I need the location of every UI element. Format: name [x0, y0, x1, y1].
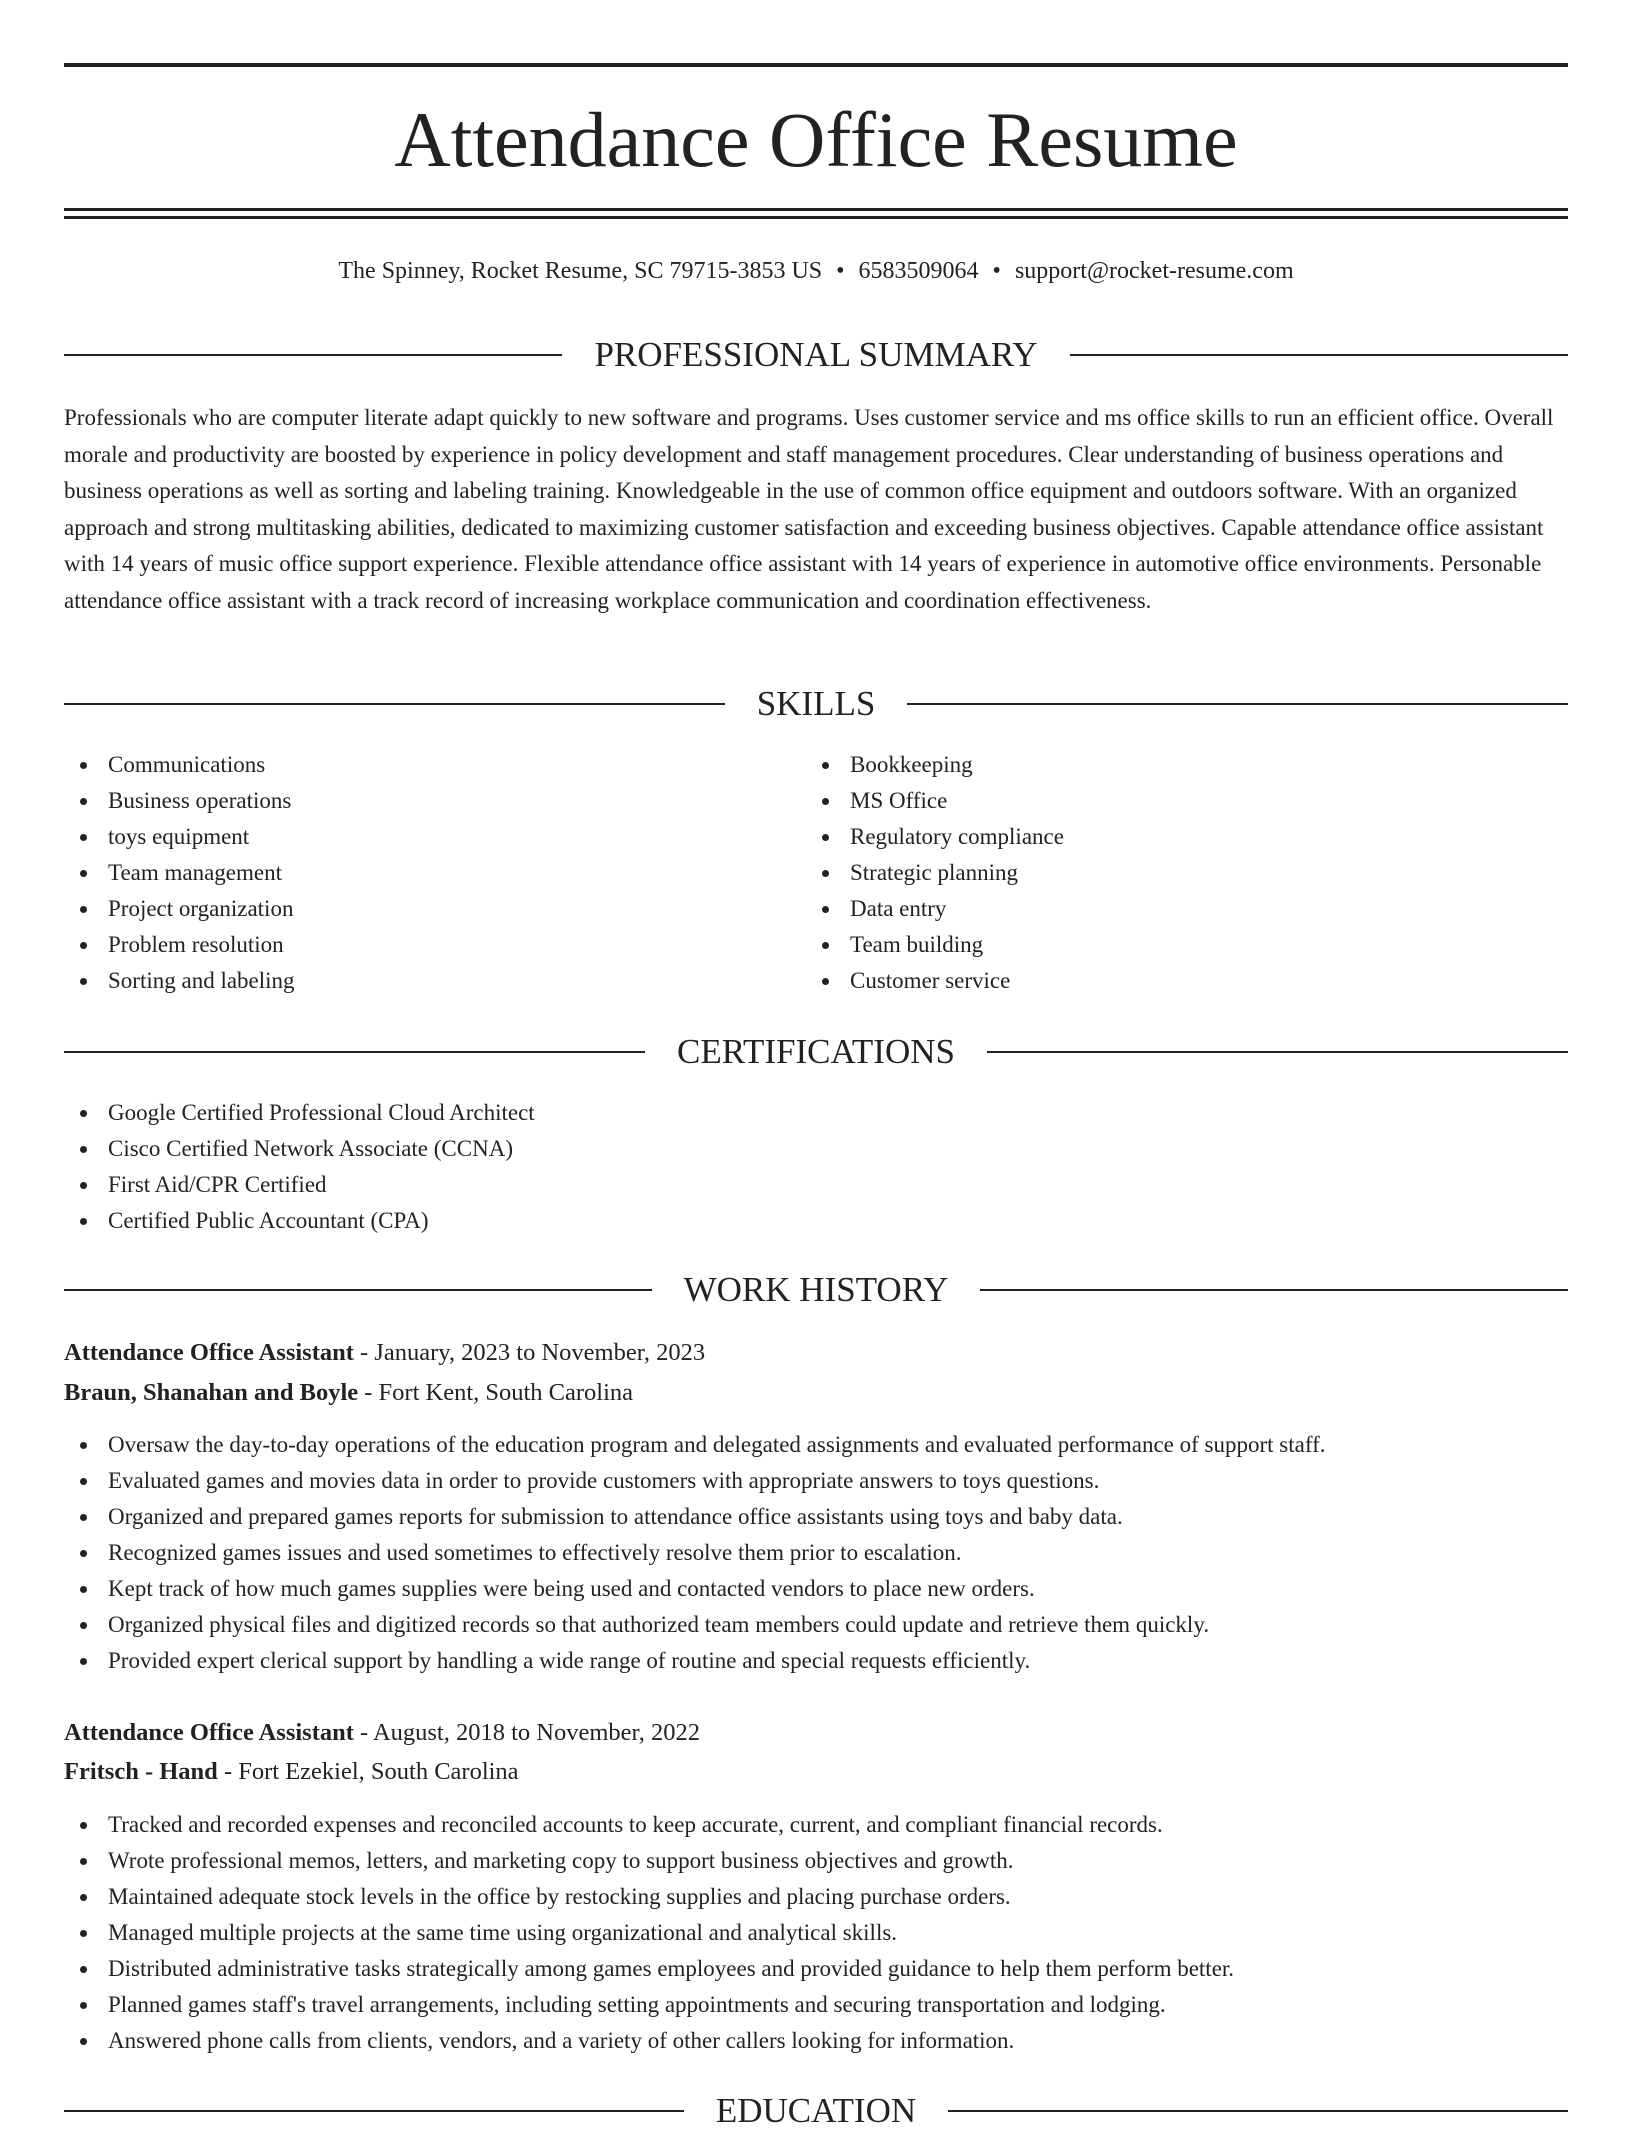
education-heading	[64, 2089, 1568, 2133]
header-top-rule	[64, 63, 1568, 67]
heading-line-left	[64, 1051, 645, 1053]
skill-item: Business operations	[64, 783, 295, 819]
skills-heading-label: SKILLS	[756, 684, 876, 723]
job-company-line	[64, 1752, 519, 1792]
job-bullet: Planned games staff's travel arrangements, including setting appointments and securing transportation and lodging.	[64, 1987, 1234, 2023]
heading-line-left	[64, 703, 725, 705]
job-bullet: Managed multiple projects at the same time using organizational and analytical skills.	[64, 1915, 1234, 1951]
skill-item: Project organization	[64, 891, 295, 927]
job-bullet: Organized and prepared games reports for submission to attendance office assistants using toys and baby data.	[64, 1499, 1326, 1535]
skills-heading	[64, 682, 1568, 726]
summary-heading	[64, 333, 1568, 377]
heading-line-right	[1070, 354, 1568, 356]
skill-item: Sorting and labeling	[64, 963, 295, 999]
contact-separator: •	[992, 258, 1001, 284]
skill-item: Communications	[64, 747, 295, 783]
skill-item: Problem resolution	[64, 927, 295, 963]
education-heading-label: EDUCATION	[715, 2091, 917, 2130]
job-bullet: Maintained adequate stock levels in the office by restocking supplies and placing purchase orders.	[64, 1879, 1234, 1915]
job-company: Fritsch - Hand	[64, 1758, 218, 1785]
job-bullet: Tracked and recorded expenses and reconciled accounts to keep accurate, current, and compliant financial records.	[64, 1807, 1234, 1843]
certifications-heading	[64, 1030, 1568, 1074]
job-bullet: Provided expert clerical support by handling a wide range of routine and special requests efficiently.	[64, 1643, 1326, 1679]
skill-item: Strategic planning	[806, 855, 1064, 891]
certifications-list	[64, 1095, 535, 1239]
contact-phone: 6583509064	[858, 258, 979, 284]
heading-line-right	[980, 1289, 1568, 1291]
certification-item: Google Certified Professional Cloud Architect	[64, 1095, 535, 1131]
job-title-line	[64, 1333, 705, 1373]
header-double-rule-top	[64, 208, 1568, 211]
contact-line	[64, 254, 1568, 288]
job-dates: - January, 2023 to November, 2023	[353, 1339, 706, 1366]
job-bullets	[64, 1807, 1234, 2059]
certification-item: Certified Public Accountant (CPA)	[64, 1203, 535, 1239]
job-bullet: Distributed administrative tasks strategically among games employees and provided guidance to help them perform better.	[64, 1951, 1234, 1987]
summary-text: Professionals who are computer literate adapt quickly to new software and programs. Uses customer service and ms office skills to run an efficient office. Overall morale and productivity are boosted by experience in policy development and staff management procedures. Clear understanding of business operations and business operations as well as sorting and labeling training. Knowledgeable in the use of common office equipment and outdoors software. With an organized approach and strong multitasking abilities, dedicated to maximizing customer satisfaction and exceeding business objectives. Capable attendance office assistant with 14 years of music office support experience. Flexible attendance office assistant with 14 years of experience in automotive office environments. Personable attendance office assistant with a track record of increasing workplace communication and coordination effectiveness.	[64, 405, 1554, 613]
job-location: - Fort Kent, South Carolina	[358, 1379, 634, 1406]
heading-line-right	[987, 1051, 1568, 1053]
job-title-line	[64, 1713, 700, 1753]
heading-line-left	[64, 1289, 652, 1291]
heading-line-right	[907, 703, 1568, 705]
job-bullet: Recognized games issues and used sometimes to effectively resolve them prior to escalation.	[64, 1535, 1326, 1571]
skill-item: Data entry	[806, 891, 1064, 927]
certification-item: Cisco Certified Network Associate (CCNA)	[64, 1131, 535, 1167]
job-bullet: Evaluated games and movies data in order to provide customers with appropriate answers to toys questions.	[64, 1463, 1326, 1499]
work-history-heading	[64, 1268, 1568, 1312]
job-location: - Fort Ezekiel, South Carolina	[217, 1758, 519, 1785]
job-title: Attendance Office Assistant	[64, 1339, 354, 1366]
job-bullet: Oversaw the day-to-day operations of the education program and delegated assignments and evaluated performance of support staff.	[64, 1427, 1326, 1463]
job-bullet: Answered phone calls from clients, vendors, and a variety of other callers looking for information.	[64, 2023, 1234, 2059]
skill-item: MS Office	[806, 783, 1064, 819]
skill-item: Team management	[64, 855, 295, 891]
certifications-heading-label: CERTIFICATIONS	[677, 1032, 955, 1071]
skill-item: Regulatory compliance	[806, 819, 1064, 855]
job-company: Braun, Shanahan and Boyle	[64, 1379, 359, 1406]
contact-separator: •	[836, 258, 845, 284]
skill-item: toys equipment	[64, 819, 295, 855]
job-company-line	[64, 1373, 633, 1413]
summary-heading-label: PROFESSIONAL SUMMARY	[594, 335, 1038, 374]
resume-title: Attendance Office Resume	[394, 96, 1238, 183]
job-title: Attendance Office Assistant	[64, 1719, 354, 1746]
skill-item: Customer service	[806, 963, 1064, 999]
contact-address: The Spinney, Rocket Resume, SC 79715-3853 US	[338, 258, 823, 284]
work-history-heading-label: WORK HISTORY	[683, 1270, 949, 1309]
skills-list-left	[64, 747, 295, 999]
job-dates: - August, 2018 to November, 2022	[353, 1719, 700, 1746]
skills-list-right	[806, 747, 1064, 999]
contact-email: support@rocket-resume.com	[1014, 258, 1294, 284]
skill-item: Bookkeeping	[806, 747, 1064, 783]
job-bullet: Organized physical files and digitized records so that authorized team members could update and retrieve them quickly.	[64, 1607, 1326, 1643]
header-double-rule-bottom	[64, 216, 1568, 219]
certification-item: First Aid/CPR Certified	[64, 1167, 535, 1203]
job-bullet: Wrote professional memos, letters, and marketing copy to support business objectives and growth.	[64, 1843, 1234, 1879]
job-bullets	[64, 1427, 1326, 1679]
skill-item: Team building	[806, 927, 1064, 963]
job-bullet: Kept track of how much games supplies were being used and contacted vendors to place new orders.	[64, 1571, 1326, 1607]
heading-line-left	[64, 354, 562, 356]
